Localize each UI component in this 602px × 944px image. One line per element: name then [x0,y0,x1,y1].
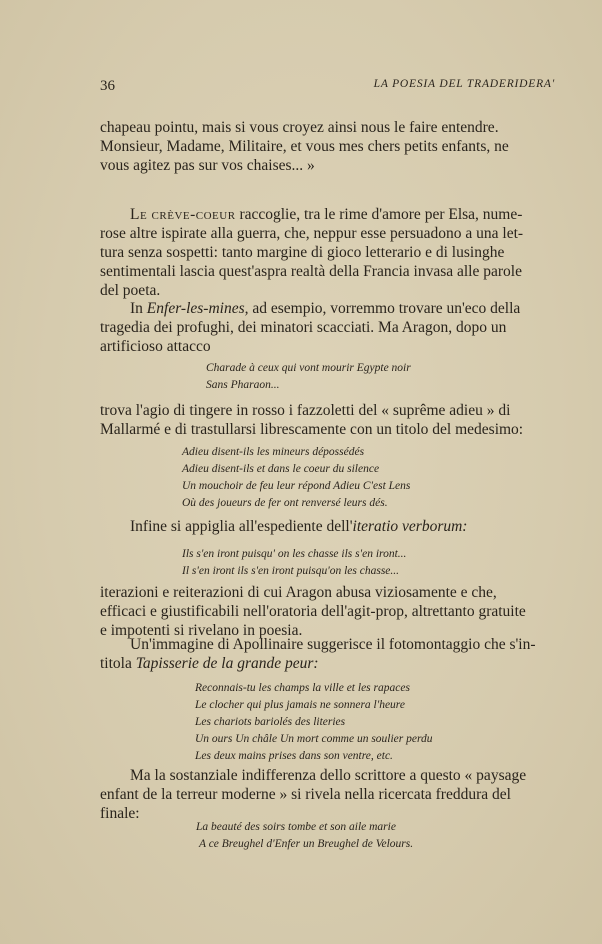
paragraph-intro [100,118,555,175]
text-line [100,654,555,673]
verse-line: Ils s'en iront puisqu' on les chasse ils s'en iront... [182,548,407,560]
verse-quote-4 [195,680,433,765]
verse-quote-1 [206,360,411,394]
text-line: iterazioni e reiterazioni di cui Aragon abusa viziosamente e che, [100,584,497,601]
paragraph-mallarme [100,401,555,439]
book-title: Tapisserie de la grande peur: [135,655,319,672]
text-line: efficaci e giustificabili nell'oratoria dell'agit-prop, altrettanto gratuite [100,603,526,620]
paragraph-iteratio [100,517,555,536]
verse-line: Les deux mains prises dans son ventre, etc. [195,750,393,762]
text-line: Mallarmé e di trastullarsi librescamente con un titolo del medesimo: [100,421,524,438]
book-title: Le crève-coeur [130,206,236,223]
paragraph-creve-coeur [100,205,555,300]
latin-term: iteratio verborum: [352,518,468,535]
paragraph-apollinaire [100,635,555,673]
text-segment: raccoglie, tra le rime d'amore per Elsa, nume- [235,206,523,223]
text-segment: ad esempio, vorremmo trovare un'eco della [248,300,521,317]
text-line: Un'immagine di Apollinaire suggerisce il fotomontaggio che s'in- [130,636,536,653]
text-line: tragedia dei profughi, dei minatori scacciati. Ma Aragon, dopo un [100,319,507,336]
text-line: enfant de la terreur moderne » si rivela nella ricercata freddura del [100,786,511,803]
verse-line: Reconnais-tu les champs la ville et les rapaces [195,682,410,694]
verse-line: A ce Breughel d'Enfer un Breughel de Velours. [199,838,414,850]
verse-quote-2 [182,444,410,512]
paragraph-paysage [100,766,555,823]
paragraph-enfer-les-mines [100,299,555,356]
text-line: e impotenti si rivelano in poesia. [100,622,303,639]
page-header [100,76,555,96]
verse-line: Les chariots bariolés des literies [195,716,346,728]
text-line [100,205,555,224]
text-line: sentimentali lascia quest'aspra realtà della Francia invasa alle parole [100,263,522,280]
text-line: del poeta. [100,282,161,299]
running-title: LA POESIA DEL TRADERIDERA' [373,78,555,90]
text-line: tura senza sospetti: tanto margine di gioco letterario e di lusinghe [100,244,505,261]
verse-line: Sans Pharaon... [206,379,280,391]
verse-line: Adieu disent-ils les mineurs dépossédés [182,446,365,458]
verse-line: Il s'en iront ils s'en iront puisqu'on les chasse... [182,565,400,577]
page-number: 36 [100,78,115,94]
verse-line: Un ours Un châle Un mort comme un soulier perdu [195,733,433,745]
text-line: rose altre ispirate alla guerra, che, neppur esse persuadono a una let- [100,225,524,242]
text-line: Ma la sostanziale indifferenza dello scrittore a questo « paysage [130,767,527,784]
text-line [100,299,555,318]
text-line: trova l'agio di tingere in rosso i fazzoletti del « suprême adieu » di [100,402,511,419]
text-line [100,517,555,536]
verse-line: Adieu disent-ils et dans le coeur du silence [182,463,380,475]
verse-quote-5 [196,819,413,853]
verse-line: Le clocher qui plus jamais ne sonnera l'heure [195,699,405,711]
text-segment: Infine si appiglia all'espediente dell' [130,518,353,535]
verse-line: La beauté des soirs tombe et son aile marie [196,821,396,833]
text-segment: titola [100,655,136,672]
paragraph-iterazioni [100,583,555,640]
text-line: chapeau pointu, mais si vous croyez ainsi nous le faire entendre. [100,119,499,136]
verse-line: Où des joueurs de fer ont renversé leurs dés. [182,497,388,509]
text-line: vous agitez pas sur vos chaises... » [100,157,315,174]
text-line: finale: [100,805,140,822]
verse-line: Charade à ceux qui vont mourir Egypte noir [206,362,411,374]
verse-line: Un mouchoir de feu leur répond Adieu C'est Lens [182,480,411,492]
text-line: artificioso attacco [100,338,211,355]
book-title: Enfer-les-mines, [146,300,249,317]
text-line: Monsieur, Madame, Militaire, et vous mes chers petits enfants, ne [100,138,509,155]
verse-quote-3 [182,546,406,580]
text-segment: In [130,300,147,317]
